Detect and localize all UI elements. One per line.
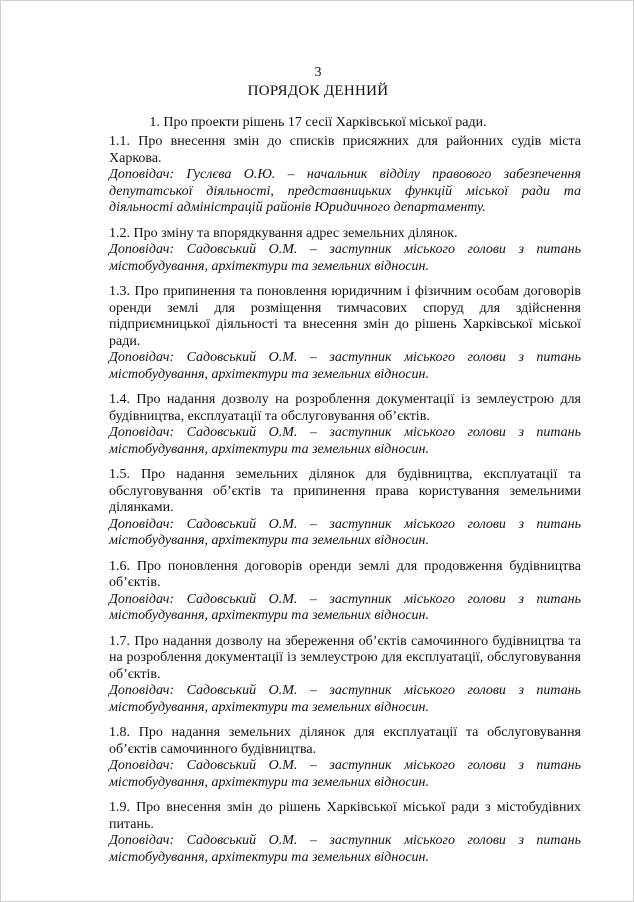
agenda-item: [109, 226, 581, 276]
agenda-item-text: 1.1. Про внесення змін до списків присяжних для районних судів міста Харкова.: [109, 134, 581, 166]
agenda-item-text: 1.3. Про припинення та поновлення юридичним і фізичним особам договорів оренди землі для розміщення тимчасових споруд для здійснення підприємницької діяльності та внесення змін до рішень Харківської міської ради.: [109, 284, 581, 349]
agenda-item-speaker: Доповідач: Садовський О.М. – заступник міського голови з питань містобудування, архітектури та земельних відносин.: [109, 350, 581, 382]
agenda-item-speaker: Доповідач: Садовський О.М. – заступник міського голови з питань містобудування, архітектури та земельних відносин.: [109, 683, 581, 715]
agenda-item-text: 1.4. Про надання дозволу на розроблення документації із землеустрою для будівництва, експлуатації та обслуговування об’єктів.: [109, 392, 581, 424]
agenda-item-text: 1.7. Про надання дозволу на збереження об’єктів самочинного будівництва та на розроблення документації із землеустрою для експлуатації, обслуговування об’єктів.: [109, 633, 581, 682]
agenda-item-speaker: Доповідач: Садовський О.М. – заступник міського голови з питань містобудування, архітектури та земельних відносин.: [109, 425, 581, 457]
agenda-items: [109, 134, 581, 875]
agenda-item: [109, 559, 581, 625]
agenda-item: [109, 134, 581, 217]
agenda-item-speaker: Доповідач: Садовський О.М. – заступник міського голови з питань містобудування, архітектури та земельних відносин.: [109, 516, 581, 548]
agenda-item-text: 1.2. Про зміну та впорядкування адрес земельних ділянок.: [109, 225, 458, 241]
agenda-item: [109, 634, 581, 717]
agenda-item-text: 1.5. Про надання земельних ділянок для будівництва, експлуатації та обслуговування об’єктів та припинення права користування земельними ділянками.: [109, 467, 581, 515]
agenda-item-speaker: Доповідач: Садовський О.М. – заступник міського голови з питань містобудування, архітектури та земельних відносин.: [109, 833, 581, 865]
agenda-item-speaker: Доповідач: Садовський О.М. – заступник міського голови з питань містобудування, архітектури та земельних відносин.: [109, 242, 581, 274]
agenda-item: [109, 392, 581, 458]
agenda-item: [109, 284, 581, 383]
agenda-item-speaker: Доповідач: Гуслєва О.Ю. – начальник відділу правового забезпечення депутатської діяльності, представницьких функцій міської ради та діяльності адміністрацій районів Юридичного департаменту.: [109, 167, 581, 215]
agenda-item: [109, 467, 581, 550]
agenda-item-speaker: Доповідач: Садовський О.М. – заступник міського голови з питань містобудування, архітектури та земельних відносин.: [109, 758, 581, 790]
page-number: 3: [314, 65, 322, 80]
section-heading: 1. Про проекти рішень 17 сесії Харківської міської ради.: [149, 115, 487, 130]
agenda-item-text: 1.9. Про внесення змін до рішень Харківської міської ради з містобудівних питань.: [109, 800, 581, 832]
agenda-item-text: 1.6. Про поновлення договорів оренди землі для продовження будівництва об’єктів.: [109, 558, 581, 590]
agenda-item-text: 1.8. Про надання земельних ділянок для експлуатації та обслуговування об’єктів самочинного будівництва.: [109, 725, 581, 757]
agenda-item: [109, 725, 581, 791]
page-title: ПОРЯДОК ДЕННИЙ: [247, 83, 389, 99]
agenda-item: [109, 800, 581, 866]
agenda-item-speaker: Доповідач: Садовський О.М. – заступник міського голови з питань містобудування, архітектури та земельних відносин.: [109, 591, 581, 623]
